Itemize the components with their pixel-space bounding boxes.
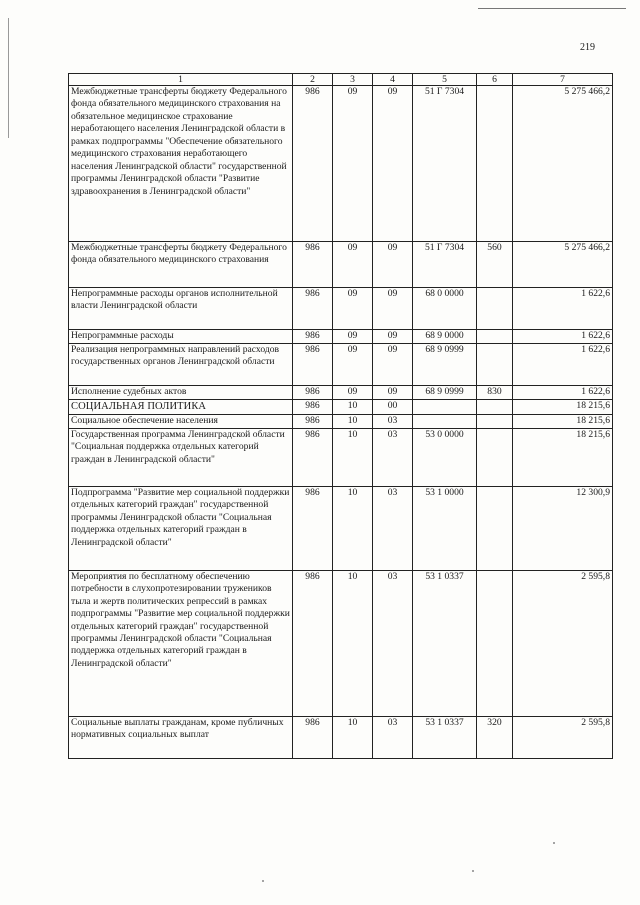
row-c7: 1 622,6 bbox=[513, 288, 613, 330]
row-c5: 51 Г 7304 bbox=[413, 242, 477, 288]
row-c4: 03 bbox=[373, 486, 413, 570]
row-c6 bbox=[477, 486, 513, 570]
row-c6 bbox=[477, 344, 513, 386]
row-c5: 53 0 0000 bbox=[413, 428, 477, 486]
row-c4: 09 bbox=[373, 386, 413, 400]
col-header-1: 1 bbox=[69, 74, 293, 86]
row-c7: 18 215,6 bbox=[513, 414, 613, 428]
col-header-2: 2 bbox=[293, 74, 333, 86]
row-name: Социальные выплаты гражданам, кроме публичных нормативных социальных выплат bbox=[69, 716, 293, 758]
row-c4: 03 bbox=[373, 428, 413, 486]
row-name: Межбюджетные трансферты бюджету Федерального фонда обязательного медицинского страхования на обязательное медицинское страхование неработающего населения Ленинградской области в рамках подпрограммы "Обеспечение обязательного медицинского страхования неработающего населения Ленинградской области" государственной программы Ленинградской области "Развитие здравоохранения в Ленинградской области" bbox=[69, 86, 293, 242]
row-name: Социальное обеспечение населения bbox=[69, 414, 293, 428]
row-c5: 68 9 0999 bbox=[413, 344, 477, 386]
row-c2: 986 bbox=[293, 86, 333, 242]
row-c5 bbox=[413, 414, 477, 428]
row-c6 bbox=[477, 86, 513, 242]
row-c3: 10 bbox=[333, 428, 373, 486]
row-c6: 830 bbox=[477, 386, 513, 400]
row-c6 bbox=[477, 414, 513, 428]
row-c3: 10 bbox=[333, 400, 373, 415]
row-name: СОЦИАЛЬНАЯ ПОЛИТИКА bbox=[69, 400, 293, 415]
row-c7: 2 595,8 bbox=[513, 716, 613, 758]
row-c7: 1 622,6 bbox=[513, 330, 613, 344]
row-c3: 09 bbox=[333, 330, 373, 344]
row-c7: 18 215,6 bbox=[513, 400, 613, 415]
col-header-6: 6 bbox=[477, 74, 513, 86]
row-c7: 12 300,9 bbox=[513, 486, 613, 570]
row-name: Мероприятия по бесплатному обеспечению потребности в слухопротезировании тружеников тыла и жертв политических репрессий в рамках подпрограммы "Развитие мер социальной поддержки отдельных категорий граждан" государственной программы Ленинградской области "Социальная поддержка отдельных категорий граждан в Ленинградской области" bbox=[69, 570, 293, 716]
row-c2: 986 bbox=[293, 330, 333, 344]
row-c5: 53 1 0337 bbox=[413, 716, 477, 758]
row-c4: 09 bbox=[373, 288, 413, 330]
row-c3: 10 bbox=[333, 716, 373, 758]
row-c5: 53 1 0337 bbox=[413, 570, 477, 716]
row-c5: 68 9 0999 bbox=[413, 386, 477, 400]
budget-table bbox=[68, 73, 613, 759]
col-header-3: 3 bbox=[333, 74, 373, 86]
table-row bbox=[69, 570, 613, 716]
scan-artifact-line bbox=[478, 8, 626, 9]
row-name: Подпрограмма "Развитие мер социальной поддержки отдельных категорий граждан" государственной программы Ленинградской области "Социальная поддержка отдельных категорий граждан в Ленинградской области" bbox=[69, 486, 293, 570]
row-c2: 986 bbox=[293, 288, 333, 330]
row-c4: 03 bbox=[373, 716, 413, 758]
row-c2: 986 bbox=[293, 242, 333, 288]
row-c5: 53 1 0000 bbox=[413, 486, 477, 570]
row-c4: 03 bbox=[373, 414, 413, 428]
table-row bbox=[69, 386, 613, 400]
row-c3: 09 bbox=[333, 386, 373, 400]
table-row bbox=[69, 400, 613, 415]
table-row bbox=[69, 486, 613, 570]
row-c3: 09 bbox=[333, 86, 373, 242]
row-c6 bbox=[477, 400, 513, 415]
row-c5 bbox=[413, 400, 477, 415]
table-row bbox=[69, 428, 613, 486]
row-c4: 03 bbox=[373, 570, 413, 716]
row-c3: 10 bbox=[333, 414, 373, 428]
col-header-7: 7 bbox=[513, 74, 613, 86]
row-c7: 2 595,8 bbox=[513, 570, 613, 716]
row-c2: 986 bbox=[293, 428, 333, 486]
row-c2: 986 bbox=[293, 386, 333, 400]
table-row bbox=[69, 330, 613, 344]
row-c7: 5 275 466,2 bbox=[513, 242, 613, 288]
table-row bbox=[69, 414, 613, 428]
scan-speck bbox=[553, 842, 555, 844]
col-header-5: 5 bbox=[413, 74, 477, 86]
row-c3: 09 bbox=[333, 242, 373, 288]
row-name: Непрограммные расходы органов исполнительной власти Ленинградской области bbox=[69, 288, 293, 330]
header-row bbox=[69, 74, 613, 86]
row-c7: 5 275 466,2 bbox=[513, 86, 613, 242]
row-c3: 09 bbox=[333, 344, 373, 386]
row-name: Непрограммные расходы bbox=[69, 330, 293, 344]
row-c7: 1 622,6 bbox=[513, 344, 613, 386]
row-c6 bbox=[477, 570, 513, 716]
row-c2: 986 bbox=[293, 344, 333, 386]
row-c3: 10 bbox=[333, 486, 373, 570]
table-row bbox=[69, 288, 613, 330]
row-name: Государственная программа Ленинградской области "Социальная поддержка отдельных категорий граждан в Ленинградской области" bbox=[69, 428, 293, 486]
row-c2: 986 bbox=[293, 716, 333, 758]
row-c2: 986 bbox=[293, 400, 333, 415]
row-c6: 560 bbox=[477, 242, 513, 288]
row-c3: 09 bbox=[333, 288, 373, 330]
row-c7: 1 622,6 bbox=[513, 386, 613, 400]
row-c6 bbox=[477, 428, 513, 486]
table-row bbox=[69, 242, 613, 288]
row-c6: 320 bbox=[477, 716, 513, 758]
row-c2: 986 bbox=[293, 414, 333, 428]
row-c4: 09 bbox=[373, 242, 413, 288]
row-name: Реализация непрограммных направлений расходов государственных органов Ленинградской области bbox=[69, 344, 293, 386]
col-header-4: 4 bbox=[373, 74, 413, 86]
scan-artifact-margin bbox=[8, 18, 9, 138]
row-c2: 986 bbox=[293, 570, 333, 716]
row-c4: 09 bbox=[373, 86, 413, 242]
table-row bbox=[69, 716, 613, 758]
row-c2: 986 bbox=[293, 486, 333, 570]
row-c5: 68 9 0000 bbox=[413, 330, 477, 344]
row-c7: 18 215,6 bbox=[513, 428, 613, 486]
scan-speck bbox=[262, 880, 264, 882]
row-c6 bbox=[477, 330, 513, 344]
row-c5: 51 Г 7304 bbox=[413, 86, 477, 242]
scan-speck bbox=[472, 870, 474, 872]
row-name: Межбюджетные трансферты бюджету Федерального фонда обязательного медицинского страхования bbox=[69, 242, 293, 288]
page-number: 219 bbox=[580, 42, 595, 53]
row-c4: 09 bbox=[373, 344, 413, 386]
row-name: Исполнение судебных актов bbox=[69, 386, 293, 400]
row-c4: 09 bbox=[373, 330, 413, 344]
row-c4: 00 bbox=[373, 400, 413, 415]
row-c6 bbox=[477, 288, 513, 330]
row-c3: 10 bbox=[333, 570, 373, 716]
row-c5: 68 0 0000 bbox=[413, 288, 477, 330]
table-row bbox=[69, 86, 613, 242]
table-row bbox=[69, 344, 613, 386]
